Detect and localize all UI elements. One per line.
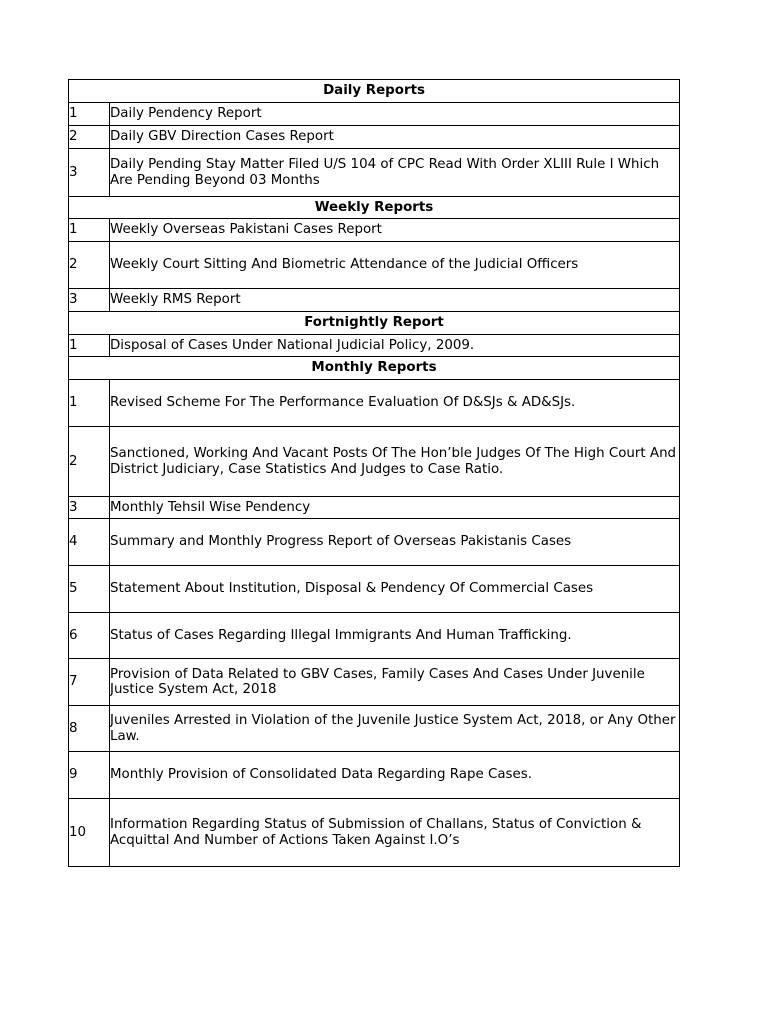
row-number: 3 [69,497,110,519]
table-row [69,706,680,752]
table-row [69,103,680,126]
row-number: 8 [69,706,110,752]
table-row [69,799,680,867]
row-text: Monthly Tehsil Wise Pendency [110,497,680,519]
row-number: 3 [69,289,110,312]
table-row [69,613,680,659]
table-row [69,497,680,519]
table-row [69,380,680,427]
row-text: Statement About Institution, Disposal & Pendency Of Commercial Cases [110,566,680,613]
row-number: 3 [69,149,110,197]
row-number: 1 [69,103,110,126]
row-text: Daily GBV Direction Cases Report [110,126,680,149]
section-title-weekly: Weekly Reports [69,197,680,219]
row-text: Weekly Court Sitting And Biometric Attendance of the Judicial Officers [110,242,680,289]
row-text: Daily Pending Stay Matter Filed U/S 104 of CPC Read With Order XLIII Rule I Which Are Pending Beyond 03 Months [110,149,680,197]
table-row [69,519,680,566]
row-number: 1 [69,335,110,357]
row-text: Weekly RMS Report [110,289,680,312]
section-title-fortnightly: Fortnightly Report [69,312,680,335]
row-number: 4 [69,519,110,566]
row-number: 1 [69,219,110,242]
table-row [69,126,680,149]
row-number: 2 [69,427,110,497]
section-header-row [69,357,680,380]
row-text: Juveniles Arrested in Violation of the Juvenile Justice System Act, 2018, or Any Other Law. [110,706,680,752]
row-text: Provision of Data Related to GBV Cases, Family Cases And Cases Under Juvenile Justice System Act, 2018 [110,659,680,706]
reports-table [68,79,680,867]
section-header-row [69,197,680,219]
row-number: 7 [69,659,110,706]
row-text: Information Regarding Status of Submission of Challans, Status of Conviction & Acquittal And Number of Actions Taken Against I.O’s [110,799,680,867]
row-text: Revised Scheme For The Performance Evaluation Of D&SJs & AD&SJs. [110,380,680,427]
row-text: Monthly Provision of Consolidated Data Regarding Rape Cases. [110,752,680,799]
section-title-monthly: Monthly Reports [69,357,680,380]
table-row [69,659,680,706]
table-row [69,335,680,357]
row-number: 9 [69,752,110,799]
row-number: 1 [69,380,110,427]
row-text: Disposal of Cases Under National Judicial Policy, 2009. [110,335,680,357]
section-header-row [69,80,680,103]
table-row [69,566,680,613]
row-text: Summary and Monthly Progress Report of Overseas Pakistanis Cases [110,519,680,566]
row-text: Weekly Overseas Pakistani Cases Report [110,219,680,242]
table-row [69,149,680,197]
row-text: Daily Pendency Report [110,103,680,126]
row-number: 10 [69,799,110,867]
table-row [69,219,680,242]
table-row [69,427,680,497]
row-text: Status of Cases Regarding Illegal Immigrants And Human Trafficking. [110,613,680,659]
row-number: 2 [69,242,110,289]
table-row [69,752,680,799]
table-row [69,289,680,312]
section-title-daily: Daily Reports [69,80,680,103]
row-number: 2 [69,126,110,149]
section-header-row [69,312,680,335]
row-number: 6 [69,613,110,659]
row-number: 5 [69,566,110,613]
table-row [69,242,680,289]
row-text: Sanctioned, Working And Vacant Posts Of The Hon’ble Judges Of The High Court And District Judiciary, Case Statistics And Judges to Case Ratio. [110,427,680,497]
